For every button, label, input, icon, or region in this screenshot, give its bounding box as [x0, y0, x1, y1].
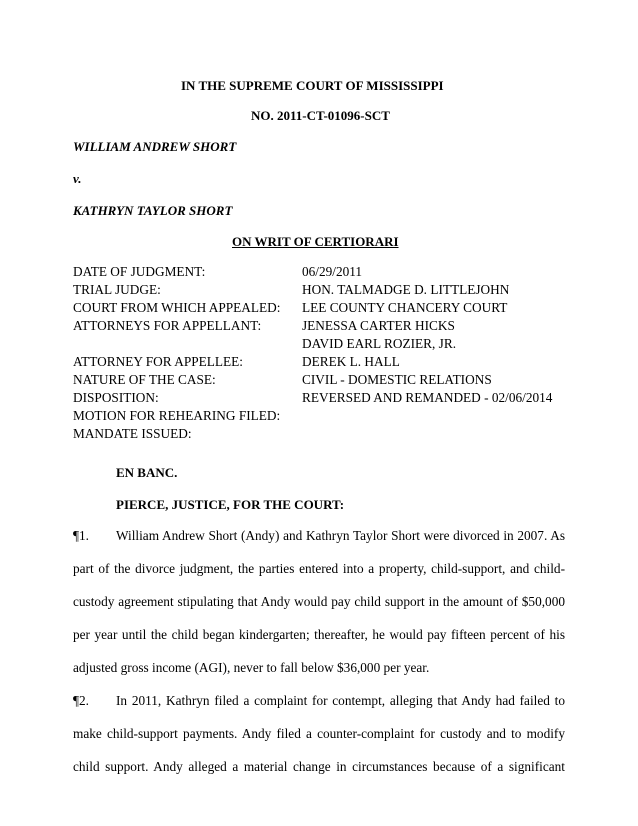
paragraph-line: make child-support payments. Andy filed a counter-complaint for custody and to modify: [73, 726, 565, 741]
appellant-name: WILLIAM ANDREW SHORT: [73, 139, 237, 154]
paragraph-line: custody agreement stipulating that Andy would pay child support in the amount of $50,000: [73, 594, 565, 609]
paragraph-line: In 2011, Kathryn filed a complaint for contempt, alleging that Andy had failed to: [116, 693, 565, 708]
versus-label: v.: [73, 171, 82, 186]
paragraph-line: child support. Andy alleged a material change in circumstances because of a significant: [73, 759, 565, 774]
paragraph-line: part of the divorce judgment, the parties entered into a property, child-support, and child-: [73, 561, 565, 576]
case-number: NO. 2011-CT-01096-SCT: [251, 108, 390, 123]
writ-heading: ON WRIT OF CERTIORARI: [232, 234, 399, 249]
info-label: DATE OF JUDGMENT:: [73, 264, 206, 279]
info-value: CIVIL - DOMESTIC RELATIONS: [302, 372, 492, 387]
info-label: ATTORNEY FOR APPELLEE:: [73, 354, 243, 369]
info-value: HON. TALMADGE D. LITTLEJOHN: [302, 282, 510, 297]
en-banc: EN BANC.: [116, 465, 178, 480]
info-label: DISPOSITION:: [73, 390, 159, 405]
paragraph-line: per year until the child began kindergarten; thereafter, he would pay fifteen percent of his: [73, 627, 565, 642]
info-value: LEE COUNTY CHANCERY COURT: [302, 300, 508, 315]
info-label: COURT FROM WHICH APPEALED:: [73, 300, 281, 315]
info-value: JENESSA CARTER HICKS: [302, 318, 455, 333]
paragraph-line: William Andrew Short (Andy) and Kathryn Taylor Short were divorced in 2007. As: [116, 528, 565, 543]
info-label: ATTORNEYS FOR APPELLANT:: [73, 318, 262, 333]
court-title: IN THE SUPREME COURT OF MISSISSIPPI: [181, 78, 444, 93]
info-value: 06/29/2011: [302, 264, 363, 279]
info-value: DAVID EARL ROZIER, JR.: [302, 336, 457, 351]
info-label: NATURE OF THE CASE:: [73, 372, 216, 387]
author-line: PIERCE, JUSTICE, FOR THE COURT:: [116, 497, 345, 512]
info-value: DEREK L. HALL: [302, 354, 400, 369]
info-label: MOTION FOR REHEARING FILED:: [73, 408, 281, 423]
info-label: MANDATE ISSUED:: [73, 426, 192, 441]
paragraph-number: ¶2.: [73, 693, 89, 708]
info-value: REVERSED AND REMANDED - 02/06/2014: [302, 390, 553, 405]
appellee-name: KATHRYN TAYLOR SHORT: [73, 203, 233, 218]
paragraph-line: adjusted gross income (AGI), never to fall below $36,000 per year.: [73, 660, 430, 675]
info-label: TRIAL JUDGE:: [73, 282, 161, 297]
paragraph-number: ¶1.: [73, 528, 89, 543]
